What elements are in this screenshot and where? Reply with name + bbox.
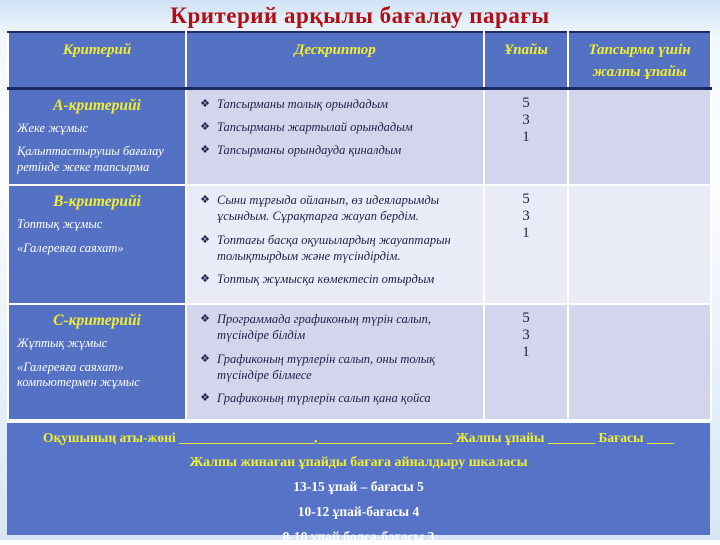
diamond-bullet-icon: ❖ bbox=[200, 97, 210, 110]
criterion-note: Жұптық жұмыс bbox=[17, 336, 108, 350]
col-header-total: Тапсырма үшін жалпы ұпайы bbox=[568, 32, 711, 88]
descriptor-text: Сыни тұрғыда ойланып, өз идеяларымды ұсындым. Сұрақтарға жауап бердім. bbox=[217, 193, 440, 224]
diamond-bullet-icon: ❖ bbox=[200, 313, 210, 325]
points-value: 5 bbox=[522, 310, 530, 326]
criterion-cell bbox=[8, 304, 186, 420]
points-value: 3 bbox=[522, 208, 530, 224]
descriptor-text: Тапсырманы орындауда қиналдым bbox=[217, 143, 402, 157]
points-value: 1 bbox=[522, 128, 530, 145]
table-header-row bbox=[8, 32, 711, 88]
descriptor-text: Графиконың түрлерін салып қана қойса bbox=[217, 391, 431, 405]
descriptor-cell bbox=[186, 88, 484, 185]
table-row bbox=[8, 88, 711, 185]
diamond-bullet-icon: ❖ bbox=[200, 392, 210, 404]
student-name-line: Оқушының аты-жөні ____________________,____________________ Жалпы ұпайы _______ Бағасы ____ bbox=[43, 430, 674, 445]
descriptor-text: Топтағы басқа оқушылардың жауаптарын толықтырдым және түсіндірдім. bbox=[217, 232, 451, 263]
criterion-title: В-критерийі bbox=[53, 193, 141, 210]
diamond-bullet-icon: ❖ bbox=[200, 120, 210, 133]
descriptor-item bbox=[193, 351, 479, 384]
descriptor-item bbox=[193, 119, 479, 135]
descriptor-cell bbox=[186, 185, 484, 304]
evaluation-sheet bbox=[7, 31, 710, 544]
diamond-bullet-icon: ❖ bbox=[200, 273, 210, 285]
points-value: 1 bbox=[522, 344, 530, 360]
descriptor-list bbox=[187, 186, 483, 296]
descriptor-text: Топтық жұмысқа көмектесіп отырдым bbox=[217, 272, 435, 286]
scale-line: 10-12 ұпай-бағасы 4 bbox=[297, 504, 420, 519]
criterion-note: Жеке жұмыс bbox=[17, 120, 89, 135]
descriptor-list bbox=[187, 90, 483, 168]
criterion-note: Топтық жұмыс bbox=[17, 217, 103, 231]
diamond-bullet-icon: ❖ bbox=[200, 352, 210, 365]
criterion-notes bbox=[9, 336, 185, 391]
descriptor-text: Графиконың түрлерін салып, оны толық түсіндіре білмесе bbox=[217, 351, 436, 382]
descriptor-text: Тапсырманы жартылай орындадым bbox=[217, 119, 413, 134]
total-points-cell bbox=[568, 185, 711, 304]
page-title: Критерий арқылы бағалау парағы bbox=[170, 3, 550, 28]
descriptor-item bbox=[193, 390, 479, 406]
total-points-cell bbox=[568, 304, 711, 420]
points-cell bbox=[484, 185, 568, 304]
col-header-points: Ұпайы bbox=[484, 32, 568, 88]
total-points-cell bbox=[568, 88, 711, 185]
criterion-cell bbox=[8, 185, 186, 304]
criterion-cell bbox=[8, 88, 186, 185]
col-header-criterion: Критерий bbox=[8, 32, 186, 88]
diamond-bullet-icon: ❖ bbox=[200, 233, 210, 246]
descriptor-item bbox=[193, 96, 479, 112]
criterion-title: А-критерийі bbox=[53, 96, 141, 114]
descriptor-item bbox=[193, 311, 479, 344]
footer-panel bbox=[7, 421, 710, 544]
table-body bbox=[8, 88, 711, 420]
points-value: 5 bbox=[522, 191, 530, 207]
points-cell bbox=[484, 304, 568, 420]
descriptor-item bbox=[193, 232, 479, 265]
scale-line: 13-15 ұпай – бағасы 5 bbox=[293, 479, 424, 494]
col-header-descriptor: Дескриптор bbox=[186, 32, 484, 88]
points-cell bbox=[484, 88, 568, 185]
scale-line: 8-10 ұпай болса-бағасы 3 bbox=[282, 529, 435, 544]
descriptor-list bbox=[187, 305, 483, 415]
criterion-note: «Галереяға саяхат» компьютермен жұмыс bbox=[17, 359, 140, 390]
points-stack bbox=[485, 90, 567, 158]
points-stack bbox=[485, 305, 567, 373]
diamond-bullet-icon: ❖ bbox=[200, 144, 210, 156]
diamond-bullet-icon: ❖ bbox=[200, 194, 210, 206]
criterion-notes bbox=[9, 121, 185, 176]
criterion-note: Қалыптастырушы бағалау ретінде жеке тапсырма bbox=[17, 144, 164, 174]
points-value: 1 bbox=[522, 225, 530, 241]
descriptor-item bbox=[193, 142, 479, 158]
descriptor-cell bbox=[186, 304, 484, 420]
points-value: 3 bbox=[522, 327, 530, 343]
descriptor-item bbox=[193, 192, 479, 225]
criteria-table bbox=[7, 31, 712, 421]
table-row bbox=[8, 185, 711, 304]
points-value: 5 bbox=[522, 94, 530, 111]
descriptor-item bbox=[193, 271, 479, 287]
criterion-note: «Галереяға саяхат» bbox=[17, 240, 124, 255]
descriptor-text: Тапсырманы толық орындадым bbox=[217, 96, 389, 111]
points-stack bbox=[485, 186, 567, 254]
table-row bbox=[8, 304, 711, 420]
scale-title: Жалпы жинаған ұпайды бағаға айналдыру шкаласы bbox=[189, 455, 528, 470]
criterion-title: С-критерийі bbox=[53, 312, 141, 329]
points-value: 3 bbox=[522, 111, 530, 128]
descriptor-text: Программада графиконың түрін салып, түсіндіре білдім bbox=[217, 312, 432, 343]
criterion-notes bbox=[9, 217, 185, 256]
